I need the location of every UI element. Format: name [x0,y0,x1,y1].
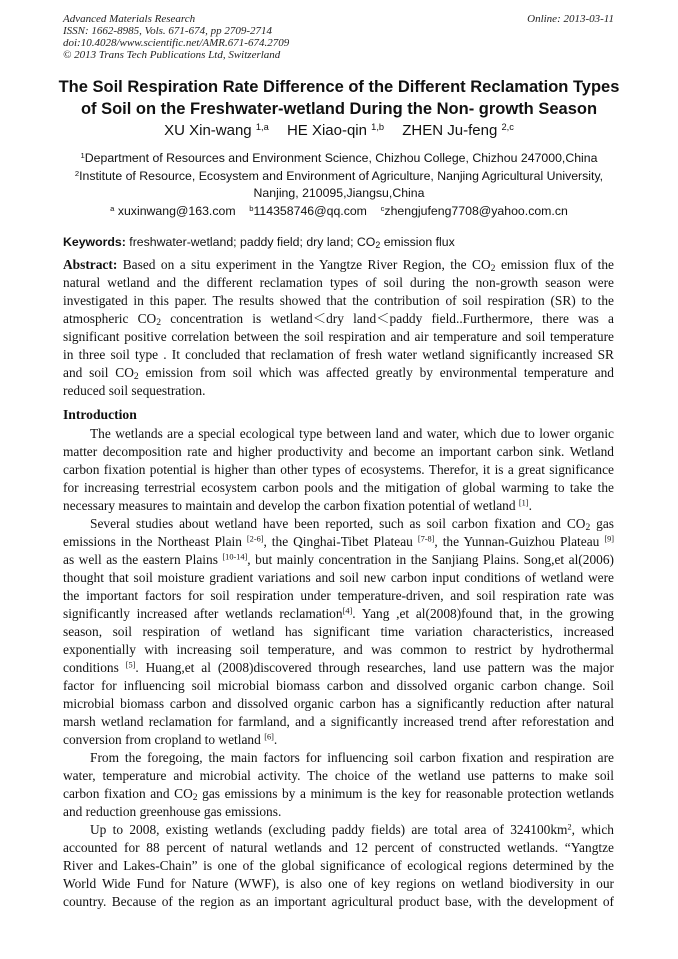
superscript: a [110,203,115,213]
text-run: From the foregoing, the main factors for influencing soil carbon fixation and respiration are [90,750,614,765]
text-line [63,731,614,749]
text-run: 114358746@qq.com [253,203,381,218]
text-line [63,461,614,479]
text-run: matter decomposition rate and higher productivity and become an important carbon sink. Wetland [63,444,614,459]
text-line [40,150,638,168]
text-run: . Yang ,et al(2008)found that, in the growing [352,606,614,621]
text-run: xuxinwang@163.com [114,203,250,218]
text-line [63,695,614,713]
text-run: significantly increased after wetlands reclamation [63,606,343,621]
text-line [63,659,614,677]
text-run: Institute of Resource, Ecosystem and Environment of Agriculture, Nanjing Agricultural University, [79,168,604,183]
subscript: 2 [156,316,162,328]
text-run: thought that soil moisture gradient variations and soil new carbon input conditions of wetland were [63,570,614,585]
text-run: concentration is wetland＜dry land＜paddy field..Furthermore, there was a [161,311,614,326]
text-run: conditions [63,660,126,675]
text-run: and reduction greenhouse gas emissions. [63,804,282,819]
text-line [63,425,614,443]
text-line [63,569,614,587]
text-run: River and Lakes-Chain” is one of the global significance of ecological regions determined by the [63,858,614,873]
text-run: emission flux of the [495,257,614,272]
superscript: [9] [604,534,614,544]
author-name: XU Xin-wang [164,122,256,139]
superscript: [1] [518,498,529,508]
text-line [63,310,614,328]
superscript: 2 [567,822,572,832]
text-run: the important factors for soil respiration under temperature-driven, and soil respiration rate was [63,588,614,603]
text-run: . [528,498,532,513]
text-line [63,274,614,292]
text-line [63,623,614,641]
text-line [63,346,614,364]
title-line: The Soil Respiration Rate Difference of the Different Reclamation Types [58,78,620,96]
text-line [63,839,614,857]
text-run: conversion from cropland to wetland [63,732,265,747]
text-line [63,767,614,785]
abstract [63,256,614,400]
text-run: reduced soil sequestration. [63,383,206,398]
text-run: The wetlands are a special ecological type between land and water, which due to lower organic [90,426,614,441]
text-line [63,479,614,497]
text-run: water, temperature and microbial activity. The choice of the wetland use patterns to make soil [63,768,614,783]
journal-header [63,13,614,61]
text-line [63,857,614,875]
text-line [63,551,614,569]
text-line [40,185,638,203]
affiliations [40,150,638,220]
author-name: HE Xiao-qin [286,122,372,139]
text-run: , but mainly concentration in the Sanjiang Plains. Song,et al(2006) [247,552,614,567]
author-list [40,122,638,140]
text-run: Nanjing, 210095,Jiangsu,China [253,186,425,201]
superscript: [2-6] [246,534,264,544]
author-name: ZHEN Ju-feng [402,122,502,139]
subscript: 2 [192,791,198,803]
subscript: 2 [133,370,139,382]
paragraph [63,821,614,911]
text-run: , which [571,822,615,837]
paper-title [40,76,638,120]
text-run: freshwater-wetland; paddy field; dry land; CO [125,235,376,249]
text-line [63,605,614,623]
text-run: emission flux [380,235,455,249]
text-line [63,749,614,767]
superscript: [4] [342,606,353,616]
text-run: World Wide Fund for Nature (WWF), is also one of key regions on wetland biodiversity in our [63,876,614,891]
text-run: , the Yunnan-Guizhou Plateau [434,534,605,549]
text-line [63,364,614,382]
text-line [63,821,614,839]
text-line [40,203,638,221]
text-run: microbial biomass carbon and dissolved organic carbon has a significantly reduction after natural [63,696,614,711]
text-run: zhengjufeng7708@yahoo.com.cn [384,203,568,218]
superscript: [10-14] [222,552,248,562]
text-run: and soil CO [63,365,134,380]
text-line [63,515,614,533]
journal-name: Advanced Materials Research [63,13,196,25]
text-line [63,641,614,659]
online-date: Online: 2013-03-11 [527,13,614,25]
doi-line: doi:10.4028/www.scientific.net/AMR.671-674.2709 [63,37,290,49]
text-run: gas [590,516,614,531]
text-run: exponentially with increasing soil temperature, and was common to restrict by hydrothermal [63,642,614,657]
superscript: 1 [80,150,85,160]
paragraph [63,425,614,515]
paragraph [63,749,614,821]
text-run: as well as the eastern Plains [63,552,223,567]
text-line [63,875,614,893]
superscript: [7-8] [417,534,435,544]
text-line [63,713,614,731]
text-line [63,677,614,695]
text-run: emissions in the Northeast Plain [63,534,247,549]
copyright-line: © 2013 Trans Tech Publications Ltd, Switzerland [63,49,281,61]
title-line: of Soil on the Freshwater-wetland During the Non- growth Season [80,100,598,118]
text-run: accounted for 88 percent of natural wetlands and 12 percent of constructed wetlands. “Yangtze [63,840,614,855]
text-line [63,497,614,515]
text-run: country. Because of the region as an important agricultural product base, with the development of [63,894,614,909]
text-run: , the Qinghai-Tibet Plateau [263,534,418,549]
text-line [63,803,614,821]
text-line [63,382,614,400]
text-line [63,533,614,551]
text-run: Up to 2008, existing wetlands (excluding paddy fields) are total area of 324100km [90,822,568,837]
text-run: natural wetland and the different reclamation types of soil during the non-growth season were [63,275,614,290]
text-run: investigated in this paper. The results showed that the contribution of soil respiration (SR) to the [63,293,614,308]
text-run: for increasing terrestrial ecosystem carbon pools and the mitigation of global warming to take the [63,480,614,495]
issn-line: ISSN: 1662-8985, Vols. 671-674, pp 2709-2714 [63,25,272,37]
superscript: [6] [264,732,274,742]
text-run: . Huang,et al (2008)discovered through researches, land use pattern was the major [135,660,614,675]
text-line [63,292,614,310]
text-run: Several studies about wetland have been reported, such as soil carbon fixation and CO [90,516,586,531]
keywords [63,235,623,249]
text-line [63,443,614,461]
subscript: 2 [490,262,496,274]
text-run: significant positive correlation between the soil respiration and air temperature and soil temperature [63,329,614,344]
text-run: . [273,732,278,747]
text-run: gas emissions by a minimum is the key for reasonable protection wetlands [197,786,614,801]
subscript: 2 [585,521,591,533]
subscript: 2 [375,239,381,250]
superscript: [5] [125,660,136,670]
text-line [63,893,614,911]
text-run: carbon fixation potential is higher than other types of ecosystems. Therefor, it is a great significance [63,462,614,477]
author-affil-mark: 2,c [501,121,514,132]
text-run: emission from soil which was affected greatly by environmental temperature and [138,365,614,380]
text-line [63,256,614,274]
author-affil-mark: 1,a [255,121,269,132]
text-run: carbon fixation and CO [63,786,193,801]
text-run: factor for influencing soil microbial biomass carbon and dissolved organic carbon change. Soil [63,678,614,693]
section-heading-introduction: Introduction [63,407,137,422]
text-run: Department of Resources and Environment Science, Chizhou College, Chizhou 247000,China [84,151,598,165]
superscript: c [380,203,385,213]
text-run: in three soil type . It concluded that reclamation of fresh water wetland significantly increased SR [63,347,614,362]
text-run: necessary measures to maintain and develop the carbon fixation potential of wetland [63,498,519,513]
bold-label: Keywords: [63,235,126,249]
text-run: marsh wetland reclamation for farmland, and a significantly increased trend after reforestation and [63,714,614,729]
author-affil-mark: 1,b [371,121,385,132]
text-run: Based on a situ experiment in the Yangtze River Region, the CO [117,257,491,272]
text-line [63,587,614,605]
introduction-body [63,425,614,911]
text-line [40,168,638,186]
text-line [63,328,614,346]
text-run: season, soil respiration of wetland has significant time variation characteristics, increased [63,624,614,639]
text-line [63,785,614,803]
superscript: 2 [74,168,80,178]
text-run: atmospheric CO [63,311,157,326]
bold-label: Abstract: [63,257,118,272]
superscript: b [249,203,254,213]
paragraph [63,515,614,749]
